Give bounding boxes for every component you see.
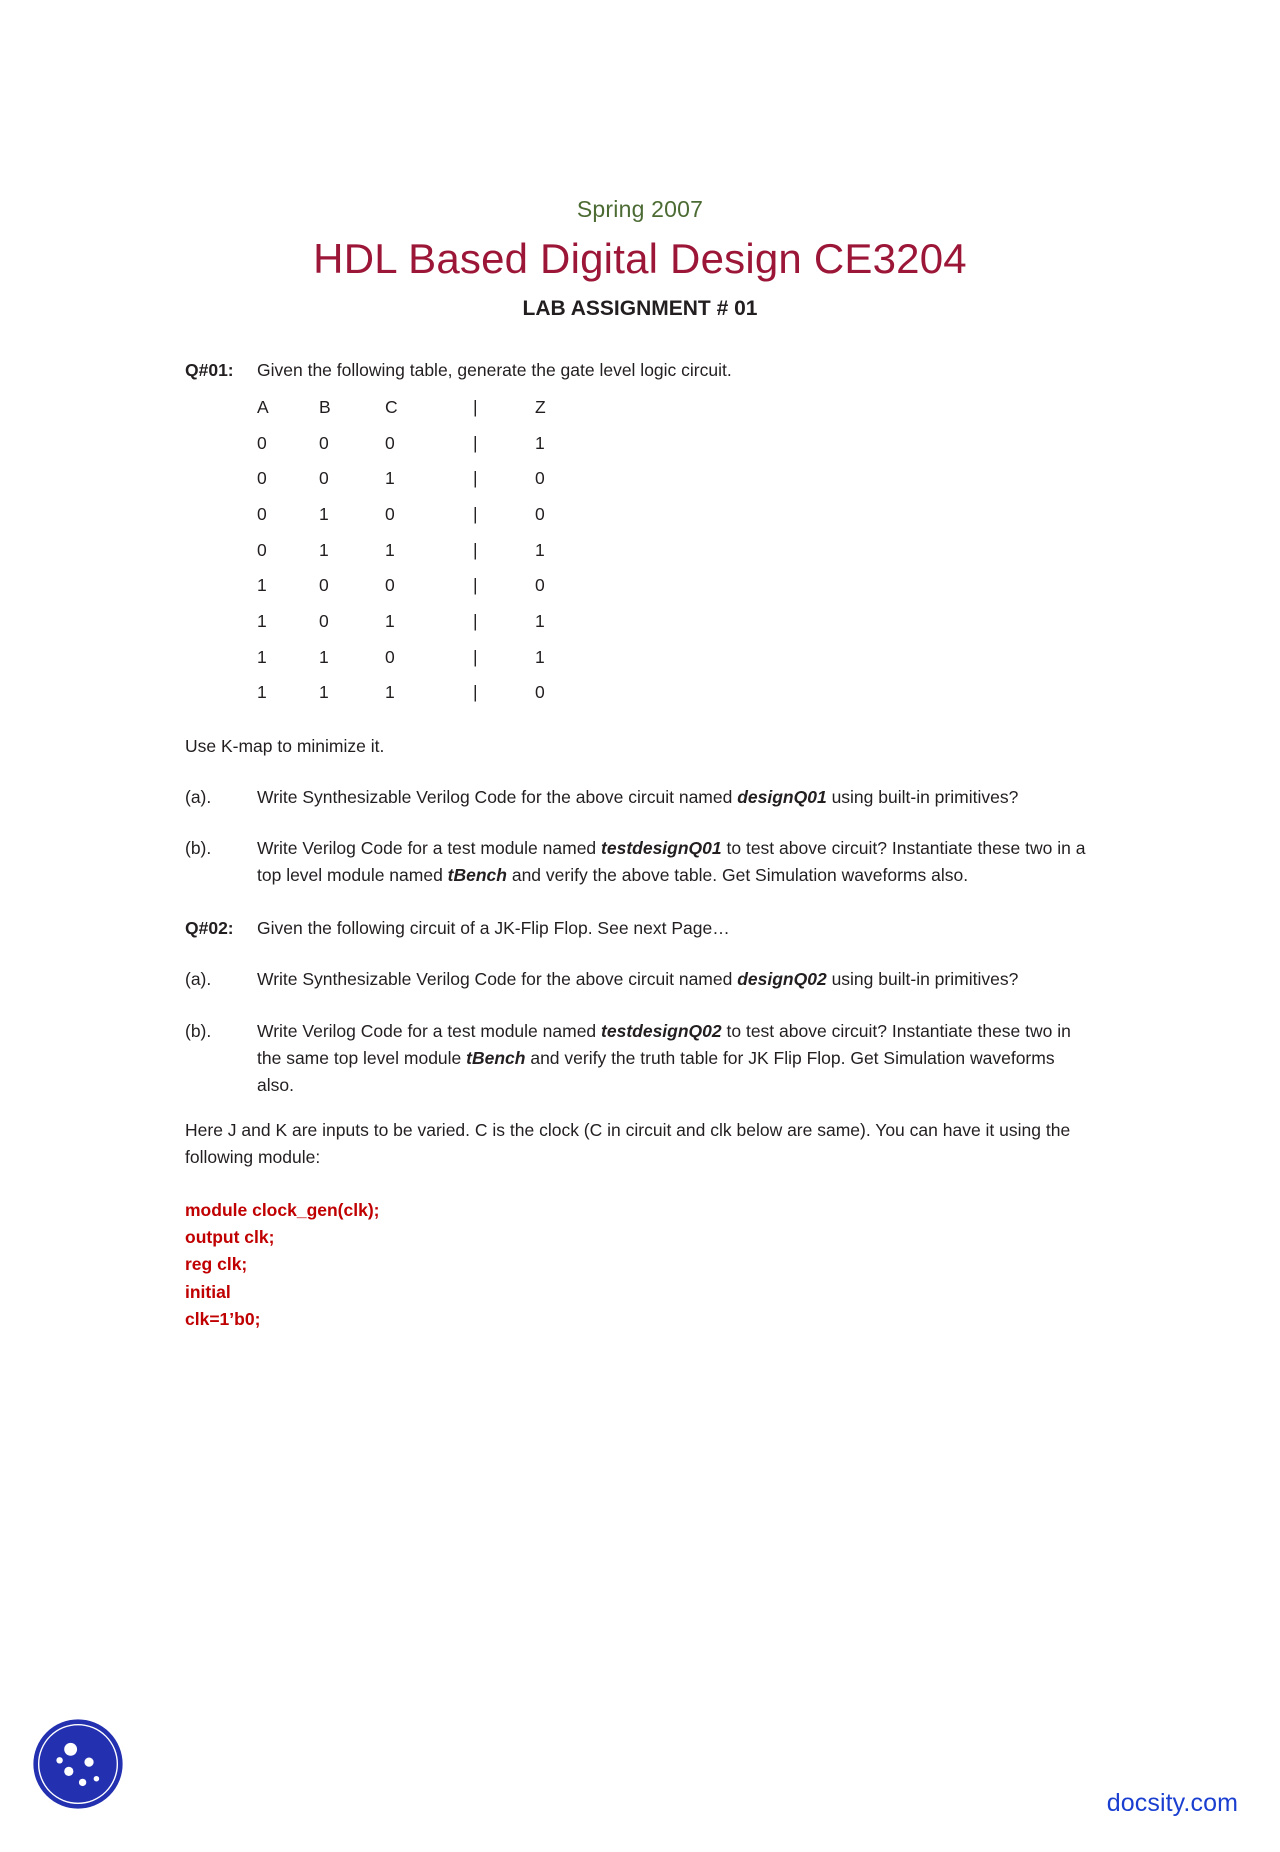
cell-z: 1 bbox=[535, 432, 545, 453]
kmap-note: Use K-map to minimize it. bbox=[185, 735, 385, 756]
table-header-b: B bbox=[319, 397, 331, 418]
table-header-c: C bbox=[385, 397, 398, 418]
cell-sep: | bbox=[473, 539, 478, 560]
q2-part-a-text-2: using built-in primitives? bbox=[826, 969, 1019, 990]
q2-part-a-emphasis-1: designQ02 bbox=[737, 969, 827, 990]
cell-c: 0 bbox=[385, 504, 395, 524]
q2-part-b-text-2: to test above circuit? Instantiate these two in the same top level module bbox=[257, 1020, 1071, 1068]
cell-a: 1 bbox=[257, 646, 267, 667]
page-title: HDL Based Digital Design CE3204 bbox=[313, 235, 967, 282]
q2-part-b-text-3: and verify the truth table for JK Flip Flop. Get Simulation waveforms also. bbox=[257, 1047, 1055, 1095]
cell-sep: | bbox=[473, 682, 478, 703]
cell-z: 0 bbox=[535, 504, 545, 524]
part-a-text bbox=[257, 784, 1095, 811]
cell-z: 0 bbox=[535, 575, 545, 596]
cell-b: 0 bbox=[319, 468, 329, 489]
table-header-row bbox=[257, 394, 575, 430]
cell-sep: | bbox=[473, 504, 478, 524]
question-1 bbox=[185, 357, 1095, 384]
question-2-part-b bbox=[185, 1018, 1095, 1099]
cell-a: 0 bbox=[257, 468, 267, 489]
cell-c: 1 bbox=[385, 610, 395, 631]
q2-part-b-text bbox=[257, 1018, 1095, 1099]
cell-a: 1 bbox=[257, 682, 267, 703]
table-row bbox=[257, 608, 575, 644]
brand-watermark: docsity.com bbox=[1106, 1789, 1238, 1817]
page-subtitle: LAB ASSIGNMENT # 01 bbox=[522, 297, 758, 320]
part-a-text-1: Write Synthesizable Verilog Code for the above circuit named bbox=[257, 786, 738, 807]
cell-z: 0 bbox=[535, 682, 545, 703]
part-b-emphasis-1: testdesignQ01 bbox=[601, 838, 722, 858]
cell-b: 0 bbox=[319, 610, 329, 631]
q2-part-a-text-1: Write Synthesizable Verilog Code for the above circuit named bbox=[257, 969, 738, 990]
part-b-text-1: Write Verilog Code for a test module named bbox=[257, 838, 602, 858]
clock-note: Here J and K are inputs to be varied. C is the clock (C in circuit and clk below are same). You can have it using the following module: bbox=[185, 1119, 1071, 1167]
document-body bbox=[185, 357, 1095, 1333]
code-block bbox=[185, 1197, 1095, 1333]
cell-b: 0 bbox=[319, 432, 329, 453]
code-line: initial bbox=[185, 1281, 231, 1302]
table-row bbox=[257, 465, 575, 501]
cell-b: 1 bbox=[319, 646, 329, 667]
question-2-part-a bbox=[185, 966, 1095, 993]
code-line: reg clk; bbox=[185, 1254, 248, 1275]
truth-table bbox=[257, 394, 575, 715]
cell-z: 1 bbox=[535, 610, 545, 631]
cell-sep: | bbox=[473, 646, 478, 667]
question-1-prompt: Given the following table, generate the gate level logic circuit. bbox=[257, 360, 732, 380]
cell-b: 1 bbox=[319, 682, 329, 703]
part-a-emphasis-1: designQ01 bbox=[737, 786, 827, 807]
cell-c: 0 bbox=[385, 575, 395, 596]
table-row bbox=[257, 430, 575, 466]
part-b-emphasis-2: tBench bbox=[447, 865, 507, 886]
question-1-label: Q#01: bbox=[185, 360, 234, 380]
cell-a: 1 bbox=[257, 575, 267, 596]
cell-sep: | bbox=[473, 468, 478, 489]
question-2-label: Q#02: bbox=[185, 918, 234, 939]
cell-a: 0 bbox=[257, 432, 267, 453]
question-2-prompt: Given the following circuit of a JK-Flip Flop. See next Page… bbox=[257, 918, 730, 939]
table-header-a: A bbox=[257, 397, 269, 418]
cell-sep: | bbox=[473, 432, 478, 453]
table-row bbox=[257, 644, 575, 680]
docsity-logo-icon bbox=[32, 1718, 124, 1810]
cell-z: 1 bbox=[535, 539, 545, 560]
cell-a: 1 bbox=[257, 610, 267, 631]
cell-b: 0 bbox=[319, 575, 329, 596]
question-2 bbox=[185, 915, 1095, 942]
table-header-sep: | bbox=[473, 397, 478, 418]
part-a-label: (a). bbox=[185, 786, 212, 807]
q2-part-a-label: (a). bbox=[185, 969, 212, 990]
table-row bbox=[257, 572, 575, 608]
cell-sep: | bbox=[473, 610, 478, 631]
cell-z: 0 bbox=[535, 468, 545, 489]
part-a-text-2: using built-in primitives? bbox=[826, 786, 1019, 807]
document-header bbox=[0, 196, 1280, 321]
table-row bbox=[257, 679, 575, 715]
cell-b: 1 bbox=[319, 504, 329, 524]
q2-part-b-emphasis-1: testdesignQ02 bbox=[601, 1020, 722, 1041]
table-row bbox=[257, 537, 575, 573]
question-1-part-a bbox=[185, 784, 1095, 811]
part-b-text bbox=[257, 835, 1095, 889]
table-header-z: Z bbox=[535, 397, 546, 418]
q2-part-b-emphasis-2: tBench bbox=[466, 1047, 526, 1068]
code-line: clk=1’b0; bbox=[185, 1308, 261, 1329]
cell-sep: | bbox=[473, 575, 478, 596]
question-1-part-b bbox=[185, 835, 1095, 889]
part-b-text-3: and verify the above table. Get Simulation waveforms also. bbox=[506, 865, 969, 886]
code-line: module clock_gen(clk); bbox=[185, 1200, 380, 1221]
cell-c: 1 bbox=[385, 682, 395, 703]
part-b-label: (b). bbox=[185, 838, 212, 858]
document-page bbox=[0, 196, 1280, 1852]
cell-b: 1 bbox=[319, 539, 329, 560]
term-label: Spring 2007 bbox=[576, 196, 704, 222]
code-line: output clk; bbox=[185, 1227, 275, 1248]
cell-c: 0 bbox=[385, 646, 395, 667]
cell-z: 1 bbox=[535, 646, 545, 667]
q2-part-b-label: (b). bbox=[185, 1020, 212, 1041]
cell-a: 0 bbox=[257, 504, 267, 524]
cell-c: 1 bbox=[385, 539, 395, 560]
table-row bbox=[257, 501, 575, 537]
cell-c: 0 bbox=[385, 432, 395, 453]
part-b-text-2: to test above circuit? Instantiate these two in a top level module named bbox=[257, 838, 1086, 886]
cell-a: 0 bbox=[257, 539, 267, 560]
cell-c: 1 bbox=[385, 468, 395, 489]
q2-part-a-text bbox=[257, 966, 1095, 993]
q2-part-b-text-1: Write Verilog Code for a test module named bbox=[257, 1020, 602, 1041]
